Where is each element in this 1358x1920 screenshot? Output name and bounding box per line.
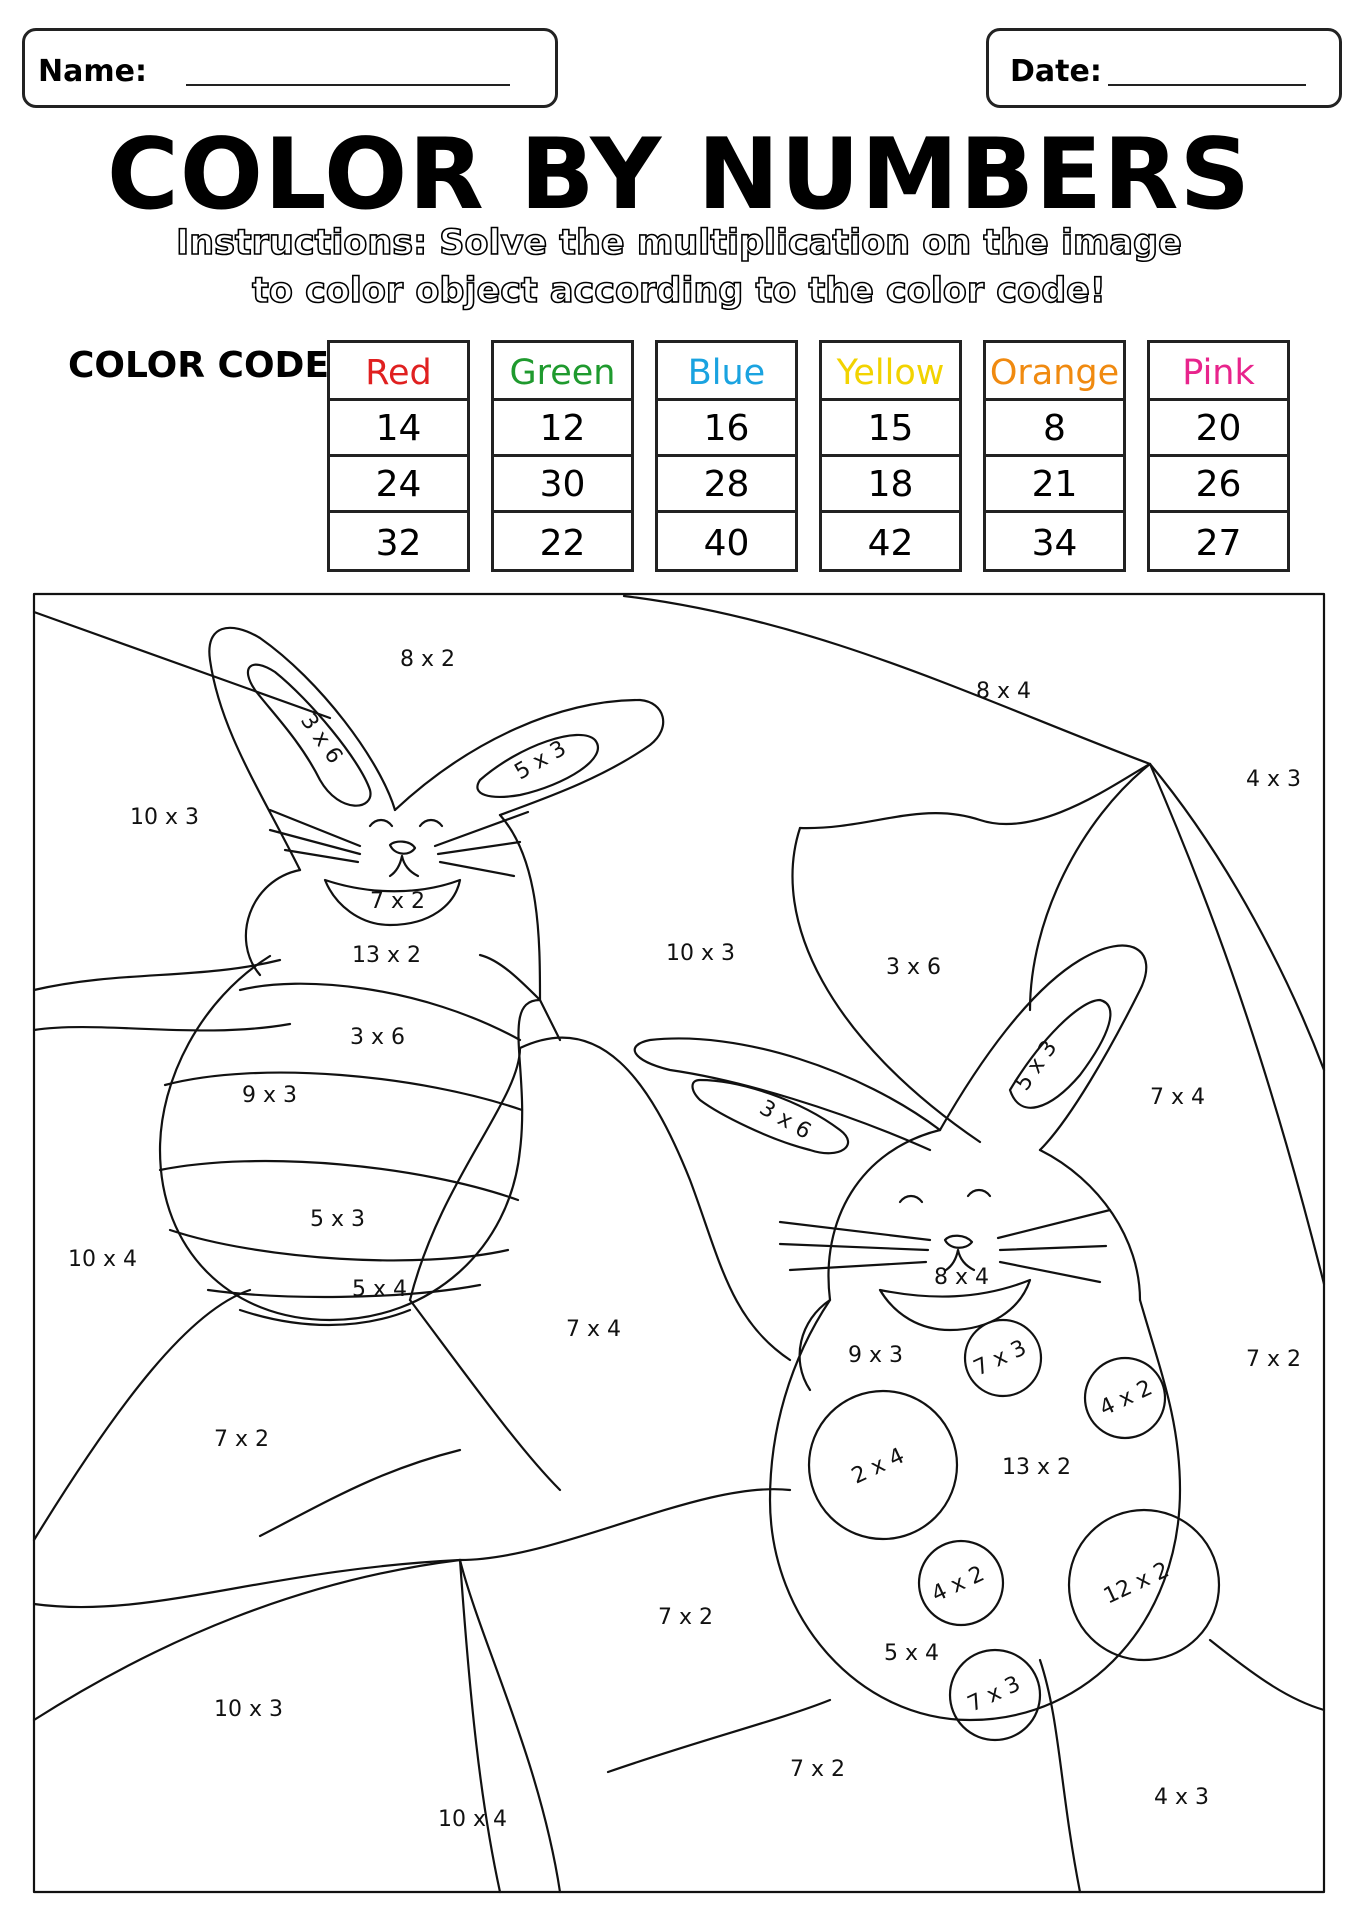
problem-label: 4 x 2 [1095, 1375, 1157, 1422]
color-value: 28 [658, 454, 795, 513]
color-value: 40 [658, 510, 795, 575]
problem-label: 7 x 4 [566, 1317, 621, 1342]
name-label: Name: [38, 54, 147, 89]
color-value: 8 [986, 398, 1123, 457]
problem-label: 7 x 2 [214, 1427, 269, 1452]
right-bunny [635, 946, 1219, 1740]
problem-label: 4 x 3 [1154, 1785, 1209, 1810]
left-bunny-head [246, 815, 560, 1040]
problem-label: 13 x 2 [1002, 1455, 1071, 1480]
problem-label: 10 x 3 [130, 805, 199, 830]
problem-label: 5 x 3 [1010, 1036, 1063, 1096]
color-value: 42 [822, 510, 959, 575]
color-value: 32 [330, 510, 467, 575]
problem-label: 3 x 6 [886, 955, 941, 980]
color-value: 24 [330, 454, 467, 513]
color-value: 30 [494, 454, 631, 513]
instructions-line-2: to color object according to the color code! [252, 271, 1106, 311]
color-value: 14 [330, 398, 467, 457]
problem-label: 3 x 6 [295, 709, 348, 769]
problem-label: 7 x 3 [969, 1335, 1031, 1382]
problem-label: 13 x 2 [352, 943, 421, 968]
color-value: 27 [1150, 510, 1287, 575]
page-title: COLOR BY NUMBERS [106, 118, 1252, 232]
left-bunny [160, 628, 663, 1325]
problem-label: 7 x 3 [963, 1671, 1025, 1718]
problem-label: 7 x 2 [1246, 1347, 1301, 1372]
instructions-line-1: Instructions: Solve the multiplication on the image [176, 223, 1182, 263]
color-value: 20 [1150, 398, 1287, 457]
problem-label: 10 x 3 [214, 1697, 283, 1722]
problem-label: 5 x 4 [884, 1641, 939, 1666]
color-name: Orange [989, 353, 1120, 393]
problem-label: 5 x 3 [310, 1207, 365, 1232]
problem-label: 10 x 4 [68, 1247, 137, 1272]
color-value: 16 [658, 398, 795, 457]
problem-label: 12 x 2 [1099, 1557, 1174, 1610]
problem-label: 5 x 3 [510, 736, 571, 786]
problem-label: 8 x 4 [976, 679, 1031, 704]
color-value: 12 [494, 398, 631, 457]
color-value: 18 [822, 454, 959, 513]
problem-label: 10 x 4 [438, 1807, 507, 1832]
color-name: Green [509, 353, 616, 393]
problem-label: 7 x 2 [658, 1605, 713, 1630]
problem-label: 8 x 4 [934, 1265, 989, 1290]
color-name: Blue [687, 353, 766, 393]
problem-label: 7 x 2 [790, 1757, 845, 1782]
problem-label: 8 x 2 [400, 647, 455, 672]
problem-label: 3 x 6 [350, 1025, 405, 1050]
problem-label: 10 x 3 [666, 941, 735, 966]
problem-label: 2 x 4 [847, 1443, 909, 1490]
problem-label: 7 x 4 [1150, 1085, 1205, 1110]
problem-label: 4 x 2 [927, 1561, 989, 1608]
problem-label: 5 x 4 [352, 1277, 407, 1302]
color-value: 21 [986, 454, 1123, 513]
color-name: Red [365, 353, 432, 393]
color-name: Pink [1182, 353, 1255, 393]
color-value: 22 [494, 510, 631, 575]
color-value: 15 [822, 398, 959, 457]
color-code-label: COLOR CODE [68, 345, 330, 386]
problem-label: 9 x 3 [848, 1343, 903, 1368]
problem-label: 4 x 3 [1246, 767, 1301, 792]
color-name: Yellow [836, 353, 945, 393]
problem-label: 3 x 6 [755, 1095, 816, 1145]
color-value: 34 [986, 510, 1123, 575]
date-label: Date: [1010, 54, 1102, 89]
problem-label: 7 x 2 [370, 889, 425, 914]
color-value: 26 [1150, 454, 1287, 513]
problem-label: 9 x 3 [242, 1083, 297, 1108]
